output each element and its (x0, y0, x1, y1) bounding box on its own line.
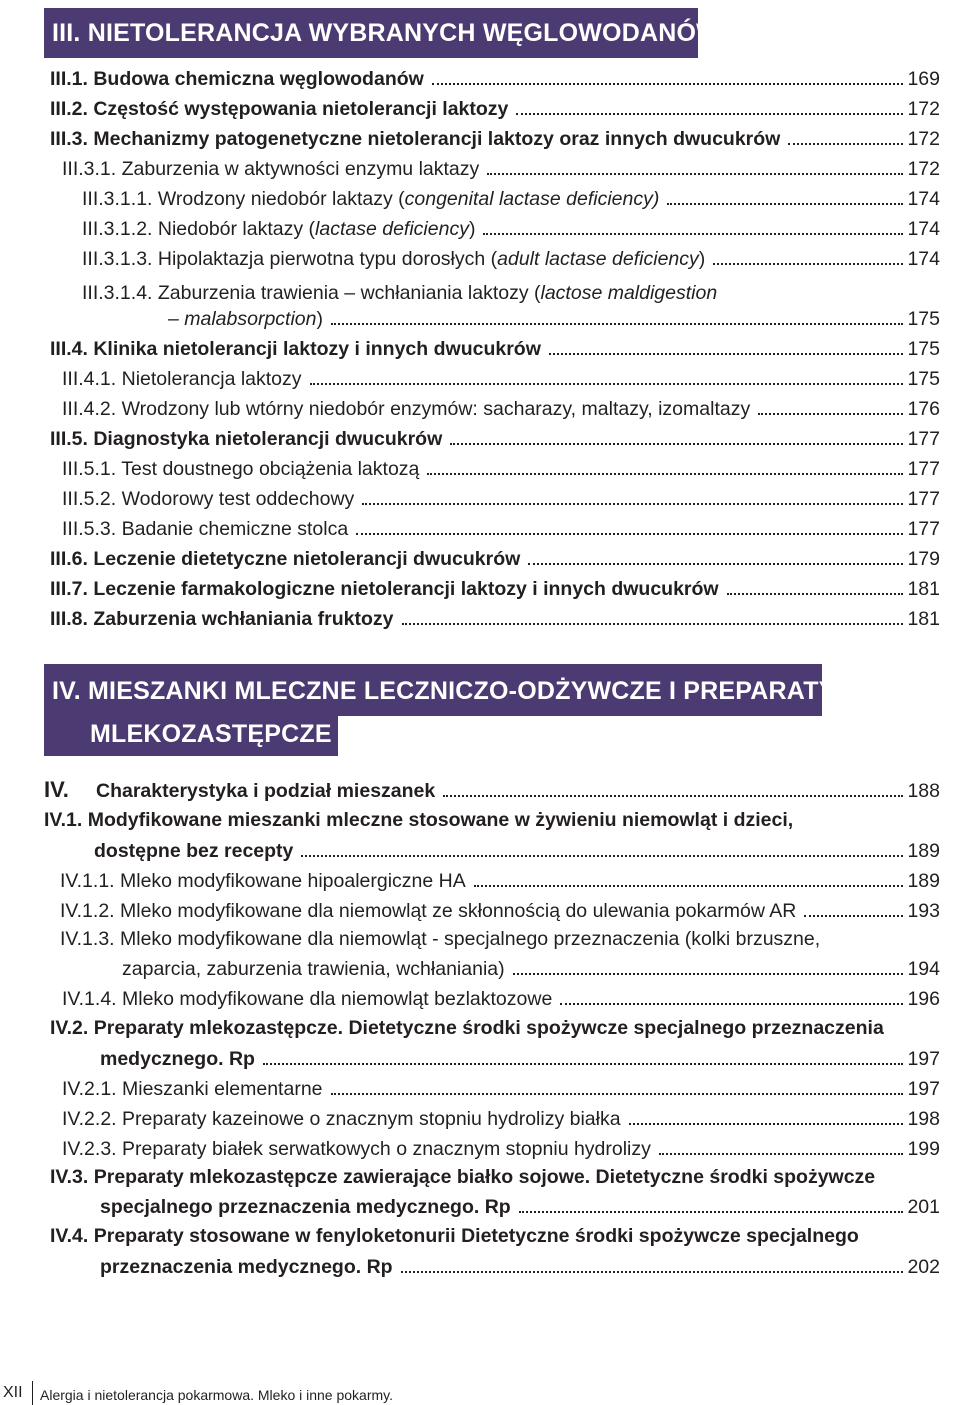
toc-entry-title: III.2. Częstość występowania nietolerancji laktozy (50, 98, 509, 120)
toc-entry-title: specjalnego przeznaczenia medycznego. Rp (100, 1196, 511, 1218)
dot-leader (487, 173, 903, 175)
dot-leader (560, 1003, 903, 1005)
toc-entry-title: medycznego. Rp (100, 1048, 255, 1070)
toc-entry-page: 169 (907, 68, 940, 90)
toc-entry-title: III.3.1. Zaburzenia w aktywności enzymu laktazy (62, 158, 480, 180)
toc-entry-title: III.3.1.1. Wrodzony niedobór laktazy (congenital lactase deficiency) (82, 188, 660, 210)
dot-leader (401, 1271, 904, 1273)
section-iii-heading: III. NIETOLERANCJA WYBRANYCH WĘGLOWODANÓW (44, 8, 698, 58)
toc-entry-page: 197 (907, 1078, 940, 1100)
toc-entry-title-line1[interactable]: IV.4. Preparaty stosowane w fenyloketonurii Dietetyczne środki spożywcze specjalnego (50, 1225, 859, 1247)
dot-leader (263, 1063, 904, 1065)
toc-entry-page: 174 (907, 218, 940, 240)
toc-entry-page: 198 (907, 1108, 940, 1130)
toc-entry[interactable] (0, 330, 940, 360)
toc-entry[interactable] (0, 1248, 940, 1278)
toc-entry-title: IV.2.3. Preparaty białek serwatkowych o znacznym stopniu hydrolizy (62, 1138, 651, 1160)
toc-entry-page: 196 (907, 988, 940, 1010)
dot-leader (513, 973, 904, 975)
toc-entry-page: 177 (907, 488, 940, 510)
toc-entry-page: 177 (907, 518, 940, 540)
toc-entry-page: 177 (907, 428, 940, 450)
toc-entry-title: III.7. Leczenie farmakologiczne nietolerancji laktozy i innych dwucukrów (50, 578, 719, 600)
toc-entry-page: 174 (907, 188, 940, 210)
toc-entry[interactable] (0, 450, 940, 480)
toc-entry-title: IV.1.1. Mleko modyfikowane hipoalergiczne HA (60, 870, 466, 892)
toc-entry-title: przeznaczenia medycznego. Rp (100, 1256, 393, 1278)
toc-entry-title: III.5.2. Wodorowy test oddechowy (62, 488, 355, 510)
toc-entry[interactable] (0, 180, 940, 210)
toc-entry[interactable] (0, 90, 940, 120)
toc-entry-page: 181 (907, 578, 940, 600)
dot-leader (432, 83, 904, 85)
dot-leader (528, 563, 903, 565)
toc-entry-title: III.3.1.3. Hipolaktazja pierwotna typu dorosłych (adult lactase deficiency) (82, 248, 706, 270)
dot-leader (310, 383, 904, 385)
toc-entry[interactable] (0, 480, 940, 510)
toc-entry-page: 199 (907, 1138, 940, 1160)
dot-leader (301, 855, 903, 857)
dot-leader (519, 1211, 904, 1213)
dot-leader (549, 353, 904, 355)
toc-entry-page: 197 (907, 1048, 940, 1070)
toc-entry[interactable] (0, 772, 940, 802)
section-iv-heading-line2: MLEKOZASTĘPCZE (44, 714, 338, 756)
dot-leader (667, 203, 903, 205)
toc-entry-title: IV.1.2. Mleko modyfikowane dla niemowląt ze skłonnością do ulewania pokarmów AR (60, 900, 797, 922)
dot-leader (788, 143, 903, 145)
dot-leader (727, 593, 904, 595)
toc-entry[interactable] (0, 390, 940, 420)
toc-entry-page: 189 (907, 870, 940, 892)
toc-entry[interactable] (0, 420, 940, 450)
toc-entry-title-line1[interactable]: III.3.1.4. Zaburzenia trawienia – wchłaniania laktozy (lactose maldigestion (82, 282, 718, 304)
dot-leader (629, 1123, 904, 1125)
toc-entry-title: III.6. Leczenie dietetyczne nietolerancji dwucukrów (50, 548, 521, 570)
dot-leader (474, 885, 904, 887)
toc-entry-title-line1[interactable]: IV.1. Modyfikowane mieszanki mleczne stosowane w żywieniu niemowląt i dzieci, (44, 809, 794, 831)
toc-entry-page: 188 (907, 780, 940, 802)
toc-entry-title: III.5.1. Test doustnego obciążenia laktozą (62, 458, 420, 480)
toc-entry-title: IV.2.1. Mieszanki elementarne (62, 1078, 323, 1100)
toc-entry[interactable] (0, 600, 940, 630)
toc-entry-title: III.4. Klinika nietolerancji laktozy i innych dwucukrów (50, 338, 541, 360)
toc-entry[interactable] (0, 570, 940, 600)
toc-entry-page: 175 (907, 338, 940, 360)
toc-entry[interactable] (0, 150, 940, 180)
dot-leader (331, 1093, 904, 1095)
dot-leader (427, 473, 903, 475)
dot-leader (356, 533, 903, 535)
toc-entry-title: III.8. Zaburzenia wchłaniania fruktozy (50, 608, 394, 630)
toc-entry-page: 174 (907, 248, 940, 270)
toc-entry-page: 175 (907, 308, 940, 330)
toc-entry[interactable] (0, 60, 940, 90)
toc-entry-page: 202 (907, 1256, 940, 1278)
toc-entry-page: 176 (907, 398, 940, 420)
toc-entry[interactable] (0, 832, 940, 862)
toc-entry[interactable] (0, 892, 940, 922)
toc-entry[interactable] (0, 240, 940, 270)
dot-leader (331, 323, 903, 325)
toc-entry-title: III.1. Budowa chemiczna węglowodanów (50, 68, 424, 90)
toc-entry-page: 189 (907, 840, 940, 862)
dot-leader (713, 263, 903, 265)
toc-entry[interactable] (0, 1070, 940, 1100)
toc-entry-page: 172 (907, 128, 940, 150)
dot-leader (362, 503, 903, 505)
toc-entry-title: III.4.2. Wrodzony lub wtórny niedobór enzymów: sacharazy, maltazy, izomaltazy (62, 398, 751, 420)
toc-entry-title: IV.1.4. Mleko modyfikowane dla niemowląt bezlaktozowe (62, 988, 553, 1010)
toc-entry-page: 193 (907, 900, 940, 922)
toc-entry[interactable] (0, 862, 940, 892)
toc-entry-title: III.5. Diagnostyka nietolerancji dwucukrów (50, 428, 443, 450)
dot-leader (659, 1153, 904, 1155)
toc-entry-page: 194 (907, 958, 940, 980)
toc-entry-page: 172 (907, 158, 940, 180)
toc-entry-title-line1[interactable]: IV.2. Preparaty mlekozastępcze. Dietetyczne środki spożywcze specjalnego przeznaczenia (50, 1017, 884, 1039)
toc-entry-title: III.3. Mechanizmy patogenetyczne nietolerancji laktozy oraz innych dwucukrów (50, 128, 781, 150)
toc-entry-title: III.3.1.2. Niedobór laktazy (lactase deficiency) (82, 218, 476, 240)
toc-entry-title-line1[interactable]: IV.1.3. Mleko modyfikowane dla niemowląt - specjalnego przeznaczenia (kolki brzuszne, (60, 928, 821, 950)
toc-entry[interactable] (0, 300, 940, 330)
dot-leader (804, 915, 903, 917)
toc-entry[interactable] (0, 120, 940, 150)
toc-entry-title: IV.2.2. Preparaty kazeinowe o znacznym stopniu hydrolizy białka (62, 1108, 621, 1130)
footer-divider (32, 1381, 33, 1405)
toc-entry[interactable] (0, 950, 940, 980)
dot-leader (402, 623, 904, 625)
toc-entry[interactable] (0, 540, 940, 570)
toc-entry-title: III.4.1. Nietolerancja laktozy (62, 368, 302, 390)
toc-entry[interactable] (0, 360, 940, 390)
toc-entry-title: III.5.3. Badanie chemiczne stolca (62, 518, 349, 540)
toc-entry[interactable] (0, 210, 940, 240)
toc-entry[interactable] (0, 1040, 940, 1070)
dot-leader (516, 113, 903, 115)
dot-leader (483, 233, 903, 235)
toc-entry[interactable] (0, 1188, 940, 1218)
toc-entry-title: IV. Charakterystyka i podział mieszanek (44, 777, 436, 802)
toc-entry[interactable] (0, 510, 940, 540)
toc-entry-page: 175 (907, 368, 940, 390)
toc-entry-page: 172 (907, 98, 940, 120)
toc-entry-page: 181 (907, 608, 940, 630)
toc-entry[interactable] (0, 980, 940, 1010)
toc-entry-title: – malabsorpction) (168, 308, 323, 330)
footer-book-title: Alergia i nietolerancja pokarmowa. Mleko i inne pokarmy. (40, 1387, 394, 1403)
toc-entry[interactable] (0, 1130, 940, 1160)
toc-entry-page: 201 (907, 1196, 940, 1218)
toc-entry-title: dostępne bez recepty (94, 840, 294, 862)
dot-leader (443, 795, 903, 797)
footer-page-number: XII (3, 1384, 23, 1401)
dot-leader (450, 443, 903, 445)
toc-entry-page: 177 (907, 458, 940, 480)
toc-entry-title-line1[interactable]: IV.3. Preparaty mlekozastępcze zawierające białko sojowe. Dietetyczne środki spożywcze (50, 1166, 876, 1188)
toc-entry-title: zaparcia, zaburzenia trawienia, wchłaniania) (122, 958, 505, 980)
toc-entry-page: 179 (907, 548, 940, 570)
section-iv-heading: IV. MIESZANKI MLECZNE LECZNICZO-ODŻYWCZE I PREPARATY (44, 664, 822, 716)
dot-leader (758, 413, 903, 415)
toc-entry[interactable] (0, 1100, 940, 1130)
